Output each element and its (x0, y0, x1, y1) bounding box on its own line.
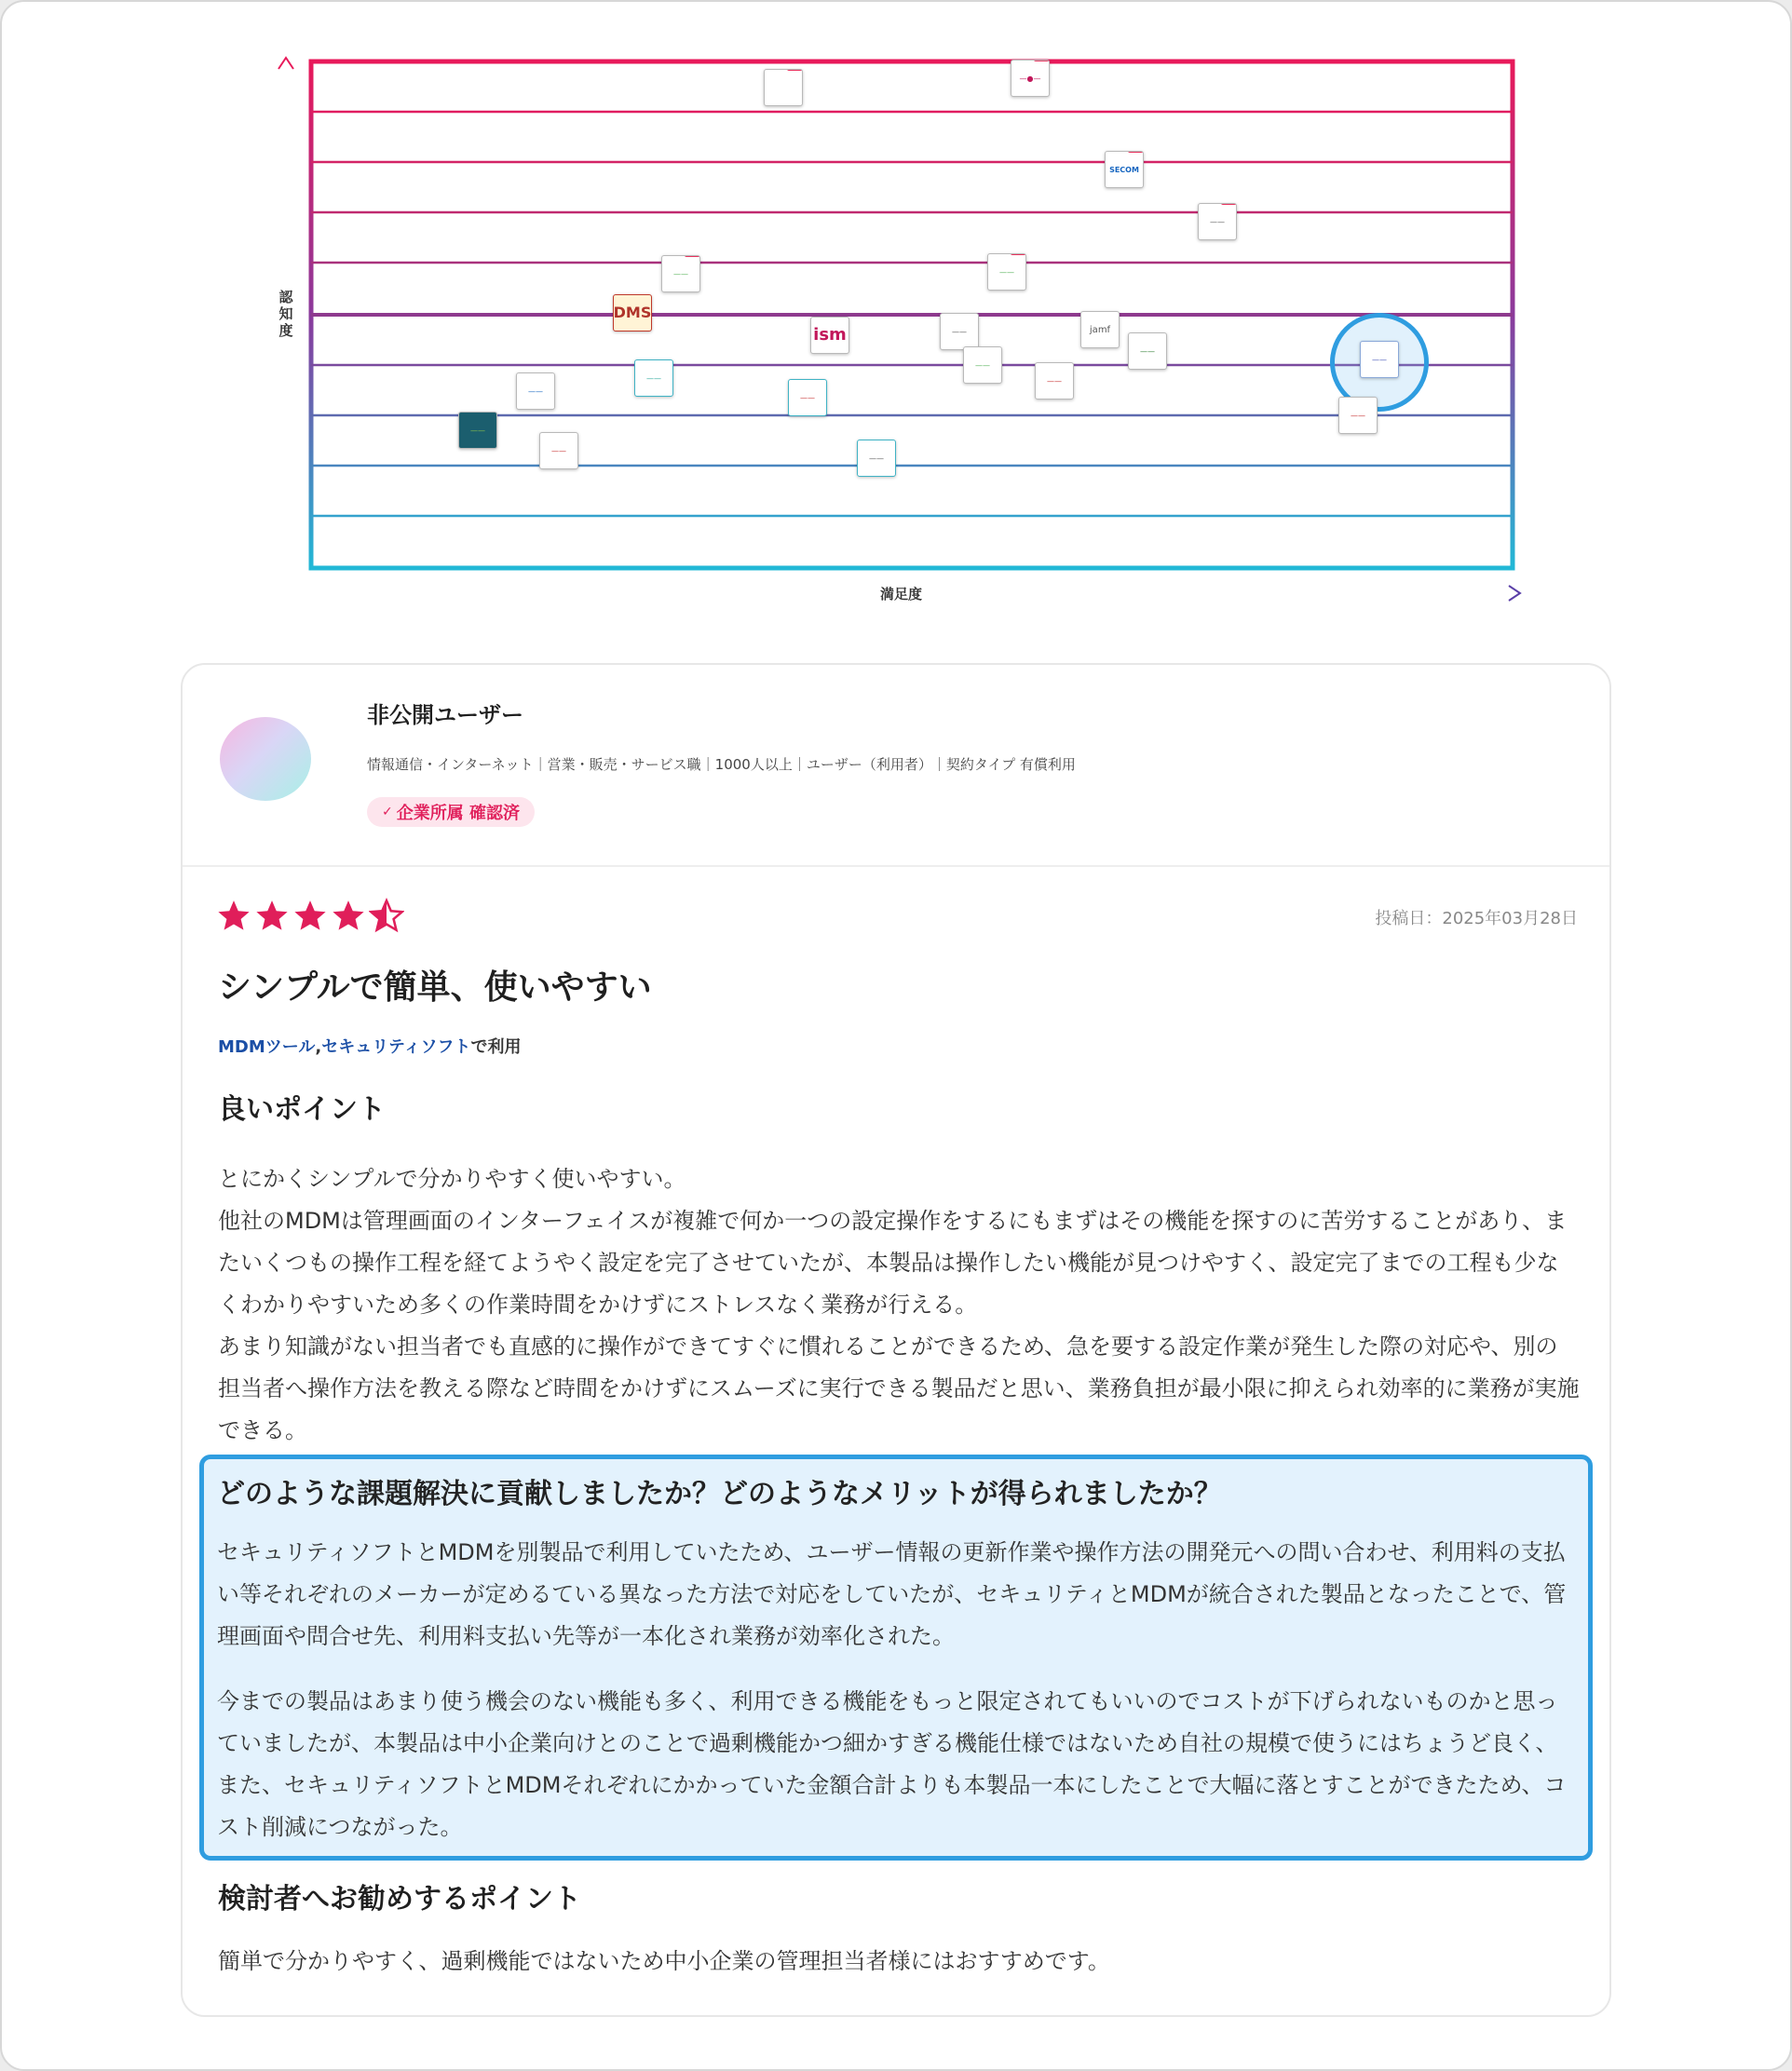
product-logo[interactable]: —— (788, 379, 827, 416)
star-icon (292, 898, 328, 933)
product-logo[interactable]: —●— (1011, 60, 1050, 97)
product-logo[interactable]: —— (940, 313, 979, 350)
usage-link-mdm[interactable]: MDMツール (218, 1037, 316, 1057)
product-logo[interactable]: —— (1198, 203, 1237, 240)
product-logo[interactable]: —— (857, 440, 896, 477)
product-logo[interactable]: SECOM (1105, 151, 1144, 188)
product-logo-dms[interactable]: DMS (613, 294, 652, 332)
qa-answer-2: 今までの製品はあまり使う機会のない機能も多く、利用できる機能をもっと限定されてもいいのでコストが下げられないものかと思っていましたが、本製品は中小企業向けとのことで過剰機能かつ細かすぎる機能仕様ではないため自社の規模で使うにはちょうど良く、また、セキュリティソフトとMDMそれぞれにかかっていた金額合計よりも本製品一本にしたことで大幅に落とすことができたため、コスト削減につながった。 (217, 1688, 1567, 1840)
qa-heading: どのような課題解決に貢献しましたか？どのようなメリットが得られましたか？ (217, 1478, 1222, 1510)
product-logo[interactable]: —— (539, 432, 578, 469)
usage-line: MDMツール,セキュリティソフトで利用 (218, 1037, 522, 1057)
star-icon (254, 898, 290, 933)
product-logo[interactable]: —— (634, 359, 673, 397)
verified-badge (367, 797, 535, 827)
y-axis-label: 認知度 (278, 289, 293, 339)
review-card (181, 663, 1611, 2017)
product-logo-ism[interactable]: ism (810, 317, 849, 354)
post-date: 投稿日：2025年03月28日 (1375, 909, 1578, 928)
usage-suffix: で利用 (470, 1037, 522, 1057)
good-points-line: とにかくシンプルで分かりやすく使いやすい。 (218, 1166, 686, 1192)
product-logo[interactable]: —— (1035, 362, 1074, 399)
positioning-map (263, 48, 1539, 616)
review-title: シンプルで簡単、使いやすい (218, 968, 652, 1007)
avatar (220, 717, 311, 801)
qa-answer-1: セキュリティソフトとMDMを別製品で利用していたため、ユーザー情報の更新作業や操作方法の開発元への問い合わせ、利用料の支払い等それぞれのメーカーが定めるている異なった方法で対応をしていたが、セキュリティとMDMが統合された製品となったことで、管理画面や問合せ先、利用料支払い先等が一本化され業務が効率化された。 (217, 1539, 1567, 1649)
star-icon (331, 898, 366, 933)
product-logo[interactable]: —— (516, 372, 555, 410)
good-points-text (218, 1158, 1580, 1452)
product-logo[interactable]: —— (1128, 332, 1167, 370)
product-logo[interactable]: —— (458, 412, 497, 449)
rating-stars (216, 898, 404, 933)
verified-label: 企業所属 確認済 (396, 804, 521, 823)
check-icon: ✓ (382, 805, 393, 819)
divider (183, 865, 1609, 867)
product-logo[interactable]: —— (661, 255, 700, 292)
product-logo-highlighted[interactable]: —— (1360, 341, 1399, 378)
user-meta: 情報通信・インターネット｜営業・販売・サービス職｜1000人以上｜ユーザー（利用者）｜契約タイプ 有償利用 (367, 756, 1076, 773)
good-points-line: あまり知識がない担当者でも直感的に操作ができてすぐに慣れることができるため、急を要する設定作業が発生した際の対応や、別の担当者へ操作方法を教える際など時間をかけずにスムーズに実行できる製品だと思い、業務負担が最小限に抑えられ効率的に業務が実施できる。 (218, 1333, 1580, 1443)
x-axis-label: 満足度 (877, 584, 925, 603)
half-star-icon (369, 898, 404, 933)
recommend-text: 簡単で分かりやすく、過剰機能ではないため中小企業の管理担当者様にはおすすめです。 (218, 1948, 1110, 1974)
usage-link-security[interactable]: セキュリティソフト (321, 1037, 471, 1057)
good-points-line: 他社のMDMは管理画面のインターフェイスが複雑で何か一つの設定操作をするにもまずはその機能を探すのに苦労することがあり、またいくつもの操作工程を経てようやく設定を完了させていたが、本製品は操作したい機能が見つけやすく、設定完了までの工程も少なくわかりやすいため多くの作業時間をかけずにストレスなく業務が行える。 (218, 1208, 1568, 1318)
recommend-heading: 検討者へお勧めするポイント (218, 1883, 581, 1915)
user-name: 非公開ユーザー (367, 702, 523, 728)
qa-highlight-box (199, 1455, 1593, 1861)
product-logo-jamf[interactable]: jamf (1080, 311, 1120, 348)
good-points-heading: 良いポイント (218, 1093, 386, 1126)
product-logo[interactable] (764, 69, 803, 106)
product-logo[interactable]: —— (1338, 397, 1378, 434)
product-logo[interactable]: —— (963, 346, 1002, 384)
star-icon (216, 898, 251, 933)
product-logo[interactable]: —— (987, 253, 1026, 291)
